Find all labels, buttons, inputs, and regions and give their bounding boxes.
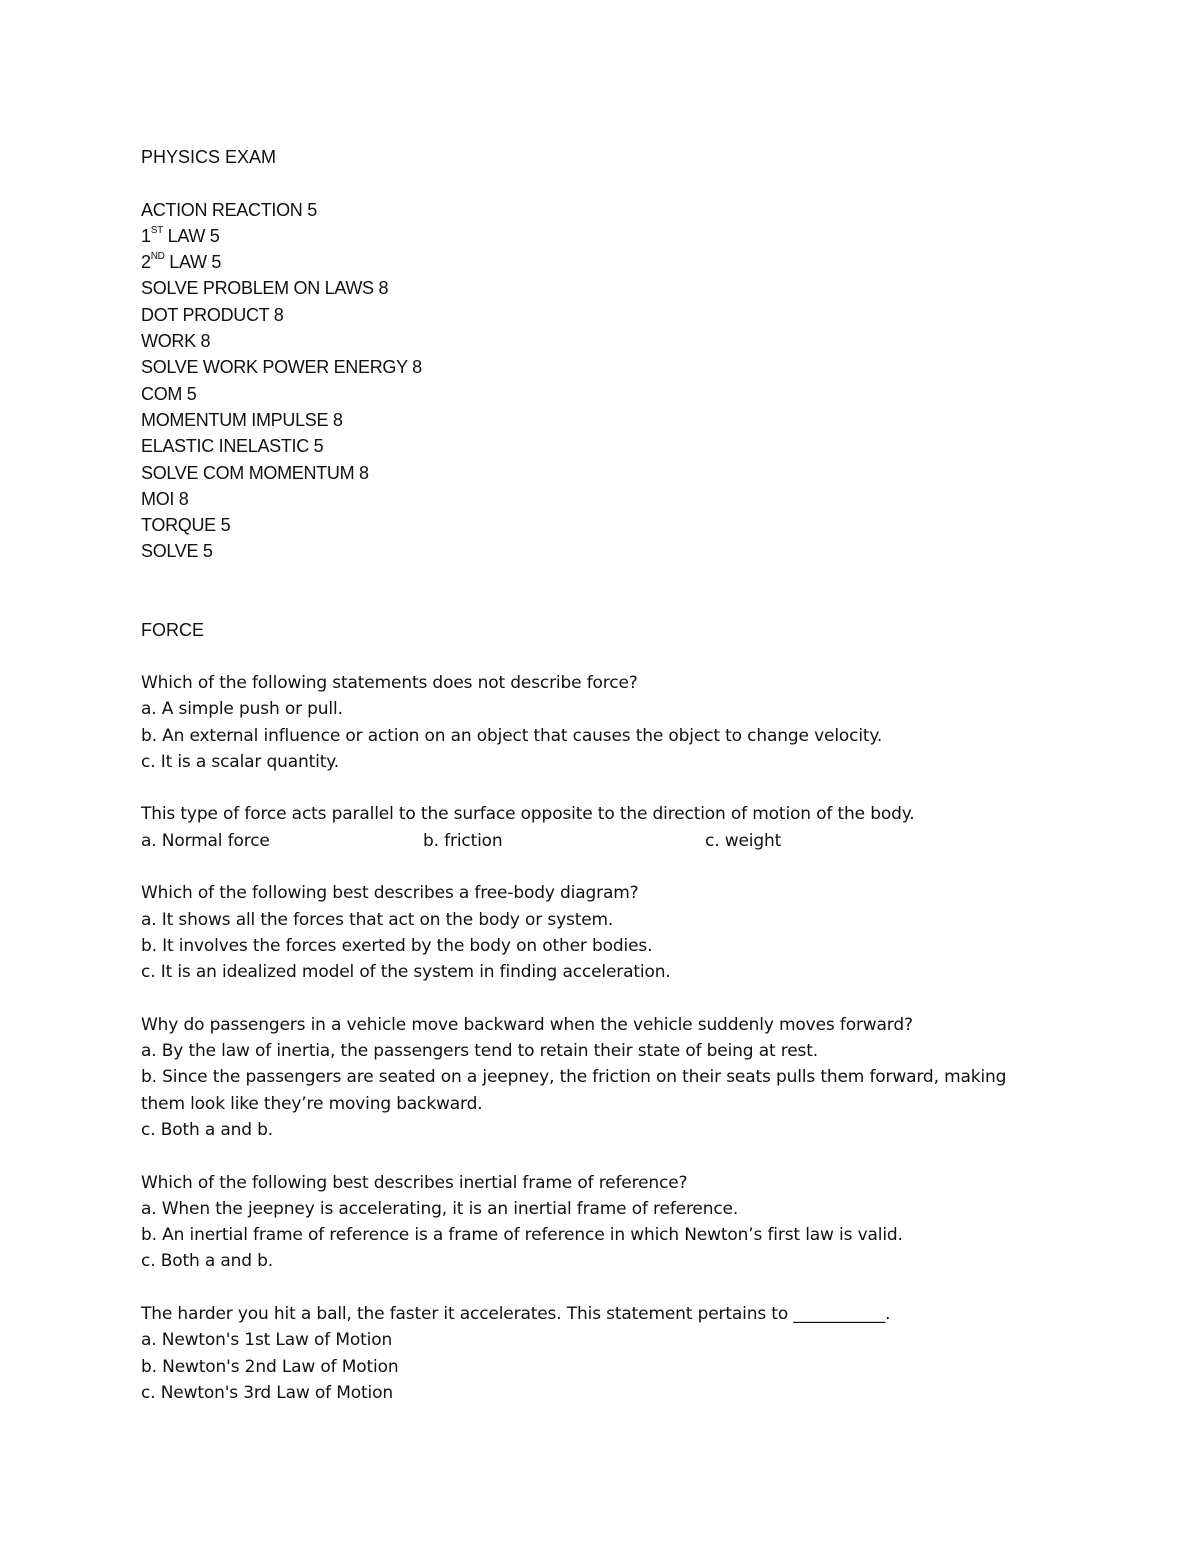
outline-item: MOI 8 xyxy=(141,488,189,509)
spacer xyxy=(141,1143,1061,1169)
outline-item-ordinal-suffix: ST xyxy=(150,224,163,236)
question-text: Which of the following best describes inertial frame of reference? xyxy=(141,1172,688,1193)
outline-item xyxy=(141,223,1061,249)
answer-option: a. Normal force xyxy=(141,830,270,851)
answer-option: b. Newton's 2nd Law of Motion xyxy=(141,1356,399,1377)
outline-item: WORK 8 xyxy=(141,331,211,352)
answer-option: a. When the jeepney is accelerating, it is an inertial frame of reference. xyxy=(141,1198,739,1219)
question-text: The harder you hit a ball, the faster it accelerates. This statement pertains to ___________. xyxy=(141,1304,891,1325)
answer-option-continuation: them look like they’re moving backward. xyxy=(141,1093,483,1114)
outline-item: SOLVE 5 xyxy=(141,541,213,562)
outline-item-ordinal-suffix: ND xyxy=(150,251,165,263)
outline-item: SOLVE WORK POWER ENERGY 8 xyxy=(141,357,422,378)
section-title: FORCE xyxy=(141,620,204,641)
outline-item-text: LAW 5 xyxy=(164,252,222,273)
topic-outline xyxy=(141,197,1061,565)
spacer xyxy=(141,775,1061,801)
spacer xyxy=(141,854,1061,880)
question-block xyxy=(141,801,1061,854)
spacer xyxy=(141,986,1061,1012)
answer-option: b. An external influence or action on an object that causes the object to change velocity. xyxy=(141,725,883,746)
outline-item: MOMENTUM IMPULSE 8 xyxy=(141,409,343,430)
question-text: Why do passengers in a vehicle move backward when the vehicle suddenly moves forward? xyxy=(141,1014,913,1035)
answer-option: c. Both a and b. xyxy=(141,1119,274,1140)
answer-options-row xyxy=(141,828,1061,854)
answer-option: a. By the law of inertia, the passengers tend to retain their state of being at rest. xyxy=(141,1041,818,1062)
spacer xyxy=(141,1275,1061,1301)
answer-option: b. It involves the forces exerted by the body on other bodies. xyxy=(141,935,653,956)
answer-option: c. It is a scalar quantity. xyxy=(141,751,339,772)
answer-option: a. It shows all the forces that act on the body or system. xyxy=(141,909,614,930)
outline-item: ACTION REACTION 5 xyxy=(141,199,317,220)
outline-item: DOT PRODUCT 8 xyxy=(141,304,284,325)
spacer xyxy=(141,644,1061,670)
question-text: Which of the following statements does not describe force? xyxy=(141,672,638,693)
question-block xyxy=(141,670,1061,775)
question-block xyxy=(141,1170,1061,1275)
answer-option: a. A simple push or pull. xyxy=(141,699,343,720)
question-text: Which of the following best describes a free-body diagram? xyxy=(141,883,639,904)
spacer xyxy=(141,565,1061,618)
answer-option: b. friction xyxy=(423,830,503,851)
outline-item-text: LAW 5 xyxy=(162,225,220,246)
document-body xyxy=(141,144,1061,1406)
answer-option: c. weight xyxy=(705,830,782,851)
answer-option: c. It is an idealized model of the system in finding acceleration. xyxy=(141,962,671,983)
question-block xyxy=(141,1012,1061,1143)
outline-item: ELASTIC INELASTIC 5 xyxy=(141,436,324,457)
outline-item-number: 2 xyxy=(141,252,151,273)
answer-option: b. Since the passengers are seated on a jeepney, the friction on their seats pulls them forward, making xyxy=(141,1067,1007,1088)
answer-option: b. An inertial frame of reference is a frame of reference in which Newton’s first law is valid. xyxy=(141,1225,903,1246)
outline-item: TORQUE 5 xyxy=(141,515,231,536)
answer-option: a. Newton's 1st Law of Motion xyxy=(141,1330,393,1351)
outline-item xyxy=(141,249,1061,275)
question-block xyxy=(141,880,1061,985)
question-block xyxy=(141,1301,1061,1406)
spacer xyxy=(141,170,1061,196)
outline-item: SOLVE COM MOMENTUM 8 xyxy=(141,462,369,483)
answer-option: c. Newton's 3rd Law of Motion xyxy=(141,1382,393,1403)
question-text: This type of force acts parallel to the surface opposite to the direction of motion of the body. xyxy=(141,804,915,825)
outline-item: COM 5 xyxy=(141,383,197,404)
exam-title: PHYSICS EXAM xyxy=(141,147,277,167)
answer-option: c. Both a and b. xyxy=(141,1251,274,1272)
outline-item: SOLVE PROBLEM ON LAWS 8 xyxy=(141,278,389,299)
outline-item-number: 1 xyxy=(141,225,151,246)
